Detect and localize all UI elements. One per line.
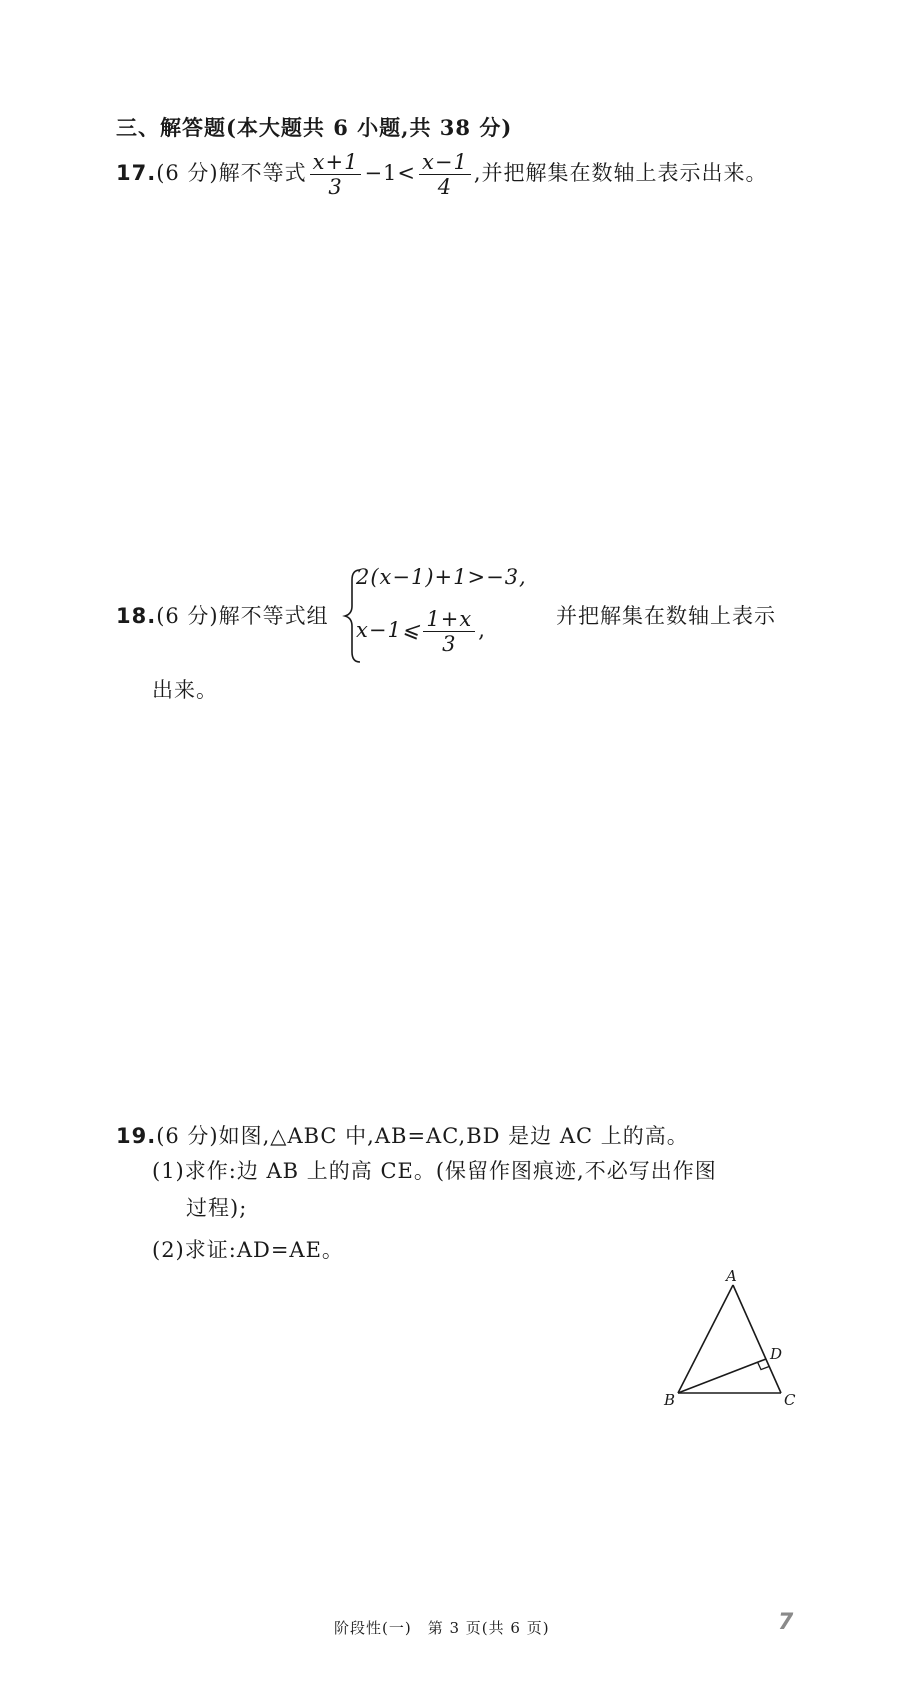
fraction-denominator: 3 — [442, 632, 457, 656]
fraction-denominator: 4 — [437, 175, 453, 199]
section-title: 三、解答题(本大题共 6 小题,共 38 分) — [116, 115, 513, 140]
label-d: D — [770, 1345, 783, 1363]
question-stem: 如图,△ABC 中,AB=AC,BD 是边 AC 上的高。 — [218, 1124, 689, 1148]
fraction-2 — [419, 150, 471, 199]
side-ac — [733, 1285, 781, 1393]
fraction-numerator: x−1 — [419, 150, 471, 175]
label-c: C — [784, 1391, 796, 1409]
altitude-bd — [678, 1359, 766, 1393]
question-points: (6 分) — [156, 161, 219, 185]
question-tail-2: 出来。 — [152, 678, 218, 702]
question-19 — [116, 1120, 689, 1150]
system-line-2-left: x−1⩽ — [356, 618, 421, 642]
fraction-numerator: 1+x — [423, 607, 475, 632]
question-points: (6 分) — [156, 604, 219, 628]
fraction-1 — [310, 150, 362, 199]
label-a: A — [726, 1267, 737, 1285]
system-line-1: 2(x−1)+1>−3, — [356, 565, 527, 589]
side-ab — [678, 1285, 733, 1393]
question-17 — [116, 150, 768, 199]
question-tail-1: 并把解集在数轴上表示 — [556, 604, 776, 628]
fraction-numerator: x+1 — [310, 150, 362, 175]
question-18-label — [116, 600, 329, 630]
fraction-denominator: 3 — [328, 175, 343, 199]
system-line-2 — [356, 607, 486, 656]
question-intro: 解不等式 — [218, 161, 307, 185]
question-tail: ,并把解集在数轴上表示出来。 — [473, 161, 768, 185]
system-line-2-comma: , — [478, 618, 486, 642]
question-number: 17. — [116, 161, 157, 185]
question-intro: 解不等式组 — [218, 604, 329, 628]
question-number: 19. — [116, 1124, 157, 1148]
part-1-line-1: (1)求作:边 AB 上的高 CE。(保留作图痕迹,不必写出作图 — [152, 1159, 717, 1183]
page-footer: 阶段性(一) 第 3 页(共 6 页) — [334, 1619, 550, 1637]
label-b: B — [664, 1391, 676, 1409]
page-number: 7 — [778, 1610, 794, 1635]
triangle-figure — [660, 1265, 810, 1415]
part-1-line-2: 过程); — [186, 1196, 248, 1220]
fraction-3 — [423, 607, 475, 656]
question-number: 18. — [116, 604, 157, 628]
inequality-middle: −1< — [364, 161, 416, 185]
part-2: (2)求证:AD=AE。 — [152, 1238, 344, 1262]
question-points: (6 分) — [156, 1124, 219, 1148]
